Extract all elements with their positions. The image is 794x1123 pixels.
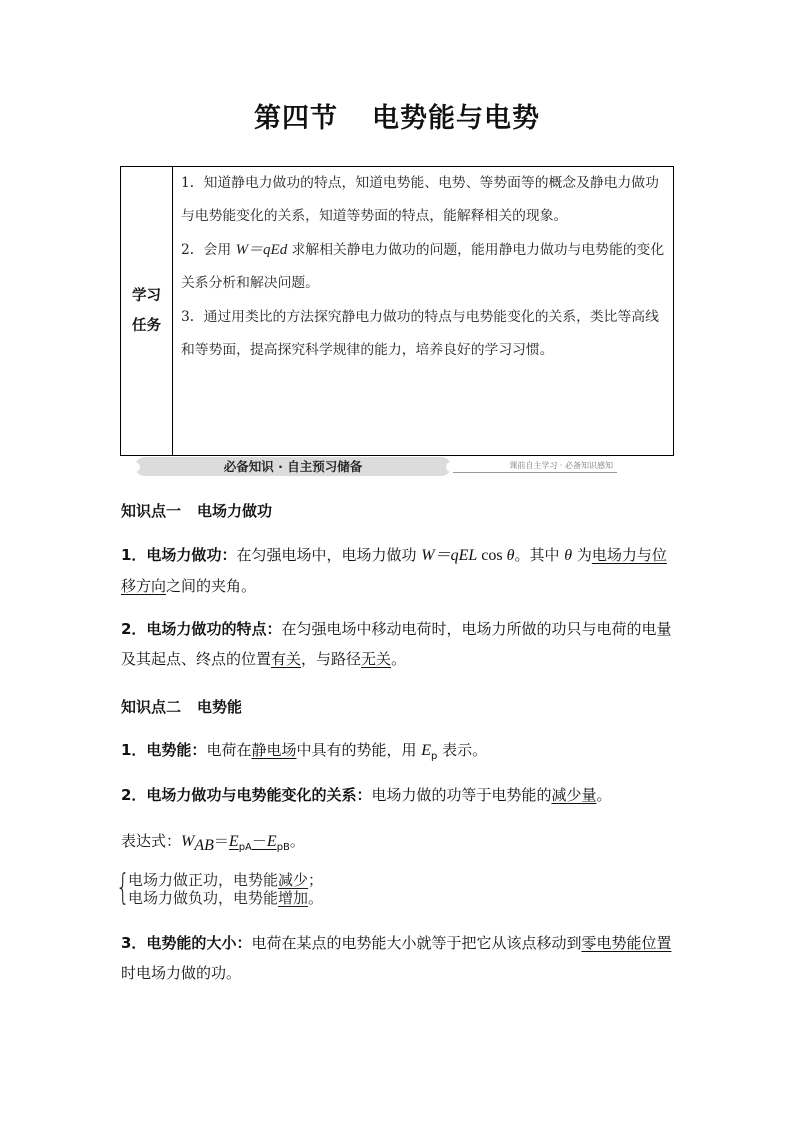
left-brace-icon: { (116, 867, 130, 908)
kp2-paragraph-2: 2．电场力做功与电势能变化的关系：电场力做的功等于电势能的减少量。 (121, 786, 612, 804)
banner-label: 必备知识 · 自主预习储备 (135, 457, 451, 476)
underlined-answer: 无关 (361, 650, 392, 668)
learning-tasks-label (121, 167, 173, 455)
formula-w-qed: W＝qEd (235, 242, 288, 258)
underlined-answer: 零电势能位置 (581, 934, 672, 952)
kp2-paragraph-1: 1．电势能：电荷在静电场中具有的势能，用 $E_p$ 表示。 (121, 741, 488, 762)
title-section-number: 第四节 (254, 103, 338, 134)
kp1-paragraph-1: 1．电场力做功：在匀强电场中，电场力做功 W＝qEL cos θ。其中 θ 为电场力与位移方向之间的夹角。 (121, 546, 667, 595)
underlined-answer: 静电场 (251, 741, 297, 759)
section-banner (121, 456, 675, 476)
underlined-answer: $E_{pA}-E_{pB}$ (228, 832, 290, 853)
brace-line-2: 电场力做负功，电势能增加。 (128, 889, 324, 907)
label-line-2: 任务 (132, 318, 161, 334)
learning-tasks-table (120, 166, 674, 456)
kp2-paragraph-3: 3．电势能的大小：电荷在某点的电势能大小就等于把它从该点移动到零电势能位置时电场力做的功。 (121, 934, 672, 982)
task-item-3: 3．通过用类比的方法探究静电力做功的特点与电势能变化的关系，类比等高线和等势面，提高探究科学规律的能力，培养良好的学习习惯。 (181, 309, 659, 358)
kp2-expression: 表达式：$W_{AB}=E_{pA}-E_{pB}$。 (121, 832, 305, 854)
label-line-1: 学习 (132, 288, 161, 304)
learning-tasks-body (181, 167, 667, 367)
underlined-answer: 电场力与位移方向 (121, 546, 667, 595)
title-topic: 电势能与电势 (372, 103, 540, 134)
underlined-answer: 减少量 (551, 786, 597, 804)
brace-line-1: 电场力做正功，电势能减少； (128, 871, 324, 889)
task-item-2: 2．会用 W＝qEd 求解相关静电力做功的问题，能用静电力做功与电势能的变化关系分析和解决问题。 (181, 242, 665, 291)
kp1-heading: 知识点一 电场力做功 (121, 502, 273, 520)
underlined-answer: 有关 (271, 650, 302, 668)
task-item-1: 1．知道静电力做功的特点，知道电势能、电势、等势面等的概念及静电力做功与电势能变化的关系，知道等势面的特点，能解释相关的现象。 (181, 175, 659, 224)
banner-note: 课前自主学习 · 必备知识感知 (509, 461, 613, 470)
kp1-paragraph-2: 2．电场力做功的特点：在匀强电场中移动电荷时，电场力所做的功只与电荷的电量及其起点、终点的位置有关，与路径无关。 (121, 620, 672, 668)
page-title (0, 96, 794, 135)
banner-divider (453, 472, 617, 473)
kp2-heading: 知识点二 电势能 (121, 698, 243, 716)
formula-w-qel: W＝qEL (421, 547, 478, 564)
